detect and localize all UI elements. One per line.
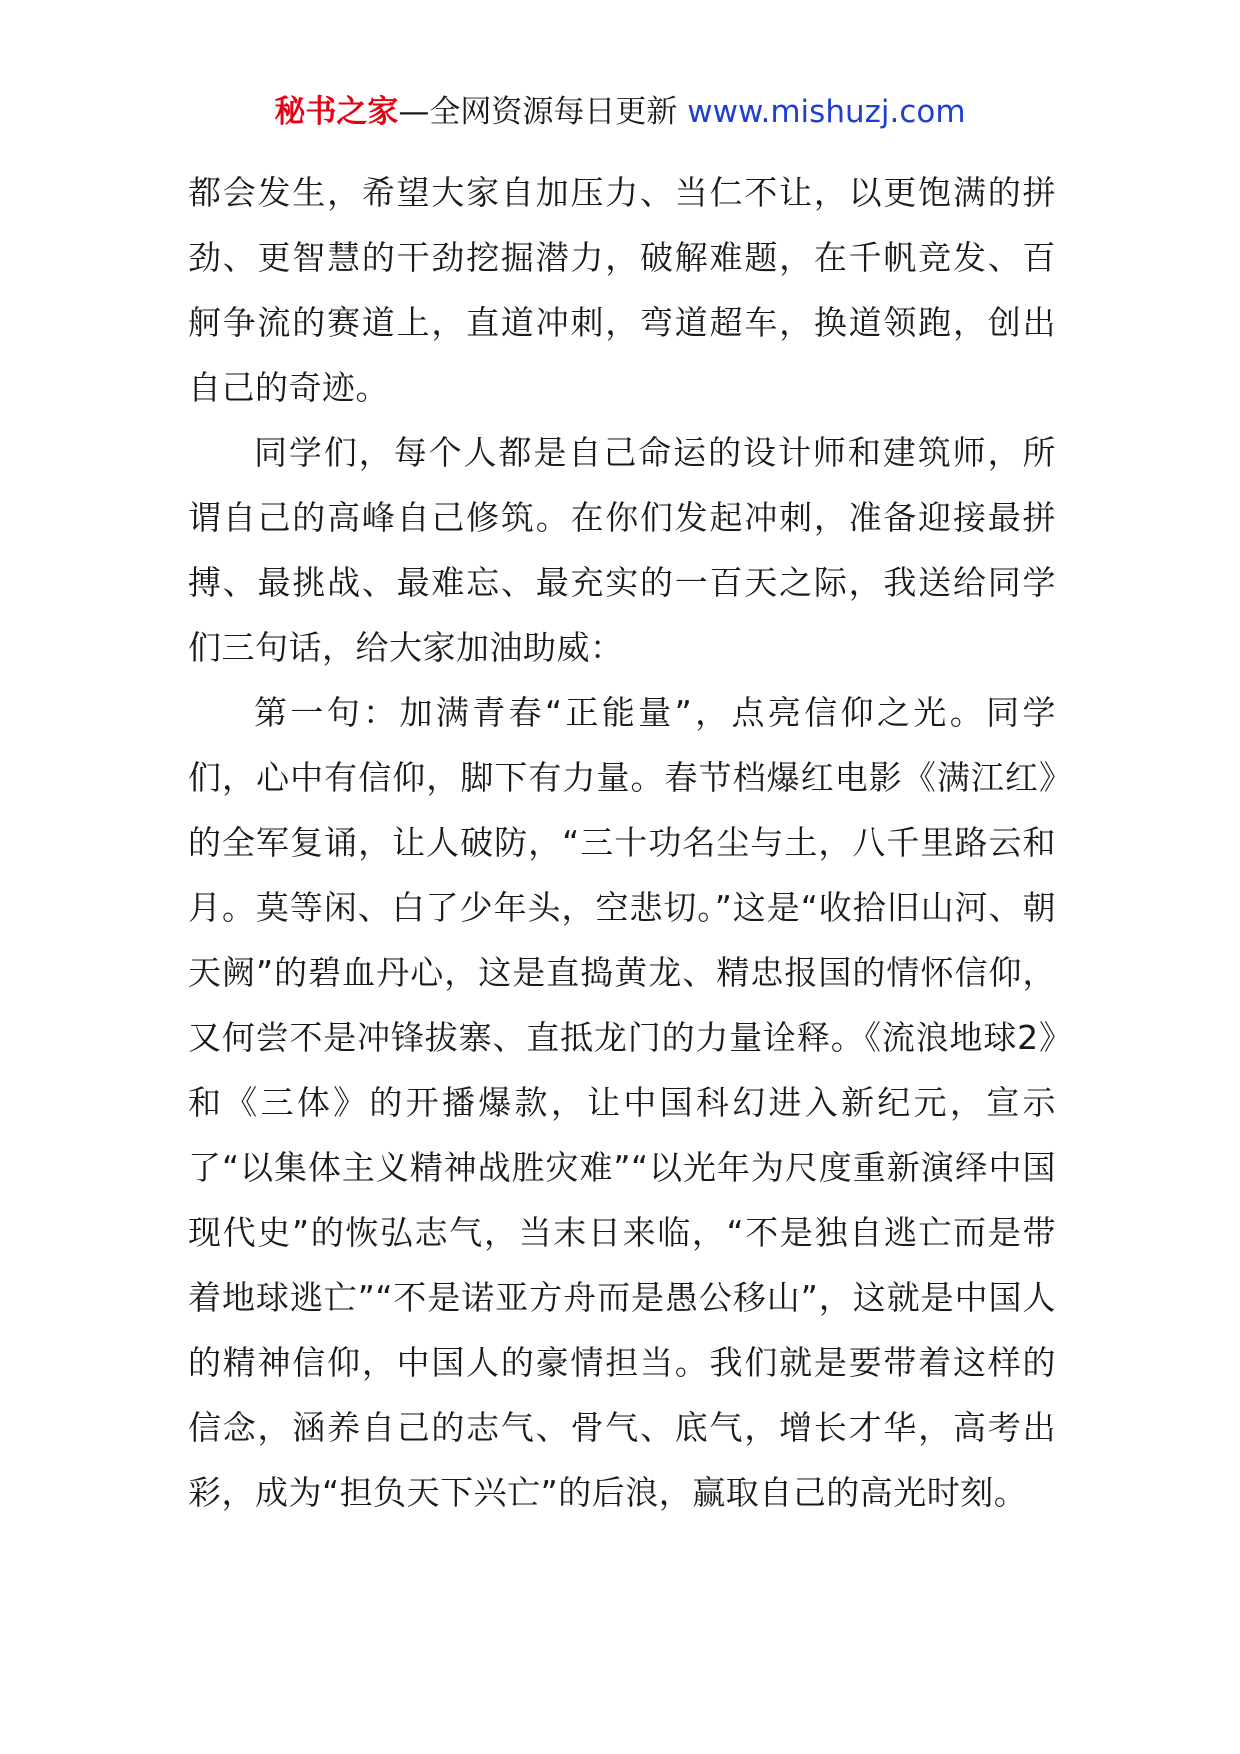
- page-header: [0, 92, 1240, 132]
- paragraph-1: 都会发生，希望大家自加压力、当仁不让，以更饱满的拼劲、更智慧的干劲挖掘潜力，破解难题，在千帆竞发、百舸争流的赛道上，直道冲刺，弯道超车，换道领跑，创出自己的奇迹。: [188, 173, 1056, 407]
- document-body: [188, 160, 1056, 1525]
- header-url[interactable]: www.mishuzj.com: [687, 94, 966, 130]
- paragraph-2: 同学们，每个人都是自己命运的设计师和建筑师，所谓自己的高峰自己修筑。在你们发起冲刺，准备迎接最拼搏、最挑战、最难忘、最充实的一百天之际，我送给同学们三句话，给大家加油助威：: [188, 433, 1056, 667]
- brand-name: 秘书之家: [274, 94, 399, 130]
- paragraph-3: 第一句：加满青春“正能量”，点亮信仰之光。同学们，心中有信仰，脚下有力量。春节档爆红电影《满江红》的全军复诵，让人破防，“三十功名尘与土，八千里路云和月。莫等闲、白了少年头，空悲切。”这是“收拾旧山河、朝天阙”的碧血丹心，这是直捣黄龙、精忠报国的情怀信仰，又何尝不是冲锋拔寨、直抵龙门的力量诠释。《流浪地球2》和《三体》的开播爆款，让中国科幻进入新纪元，宣示了“以集体主义精神战胜灾难”“以光年为尺度重新演绎中国现代史”的恢弘志气，当末日来临，“不是独自逃亡而是带着地球逃亡”“不是诺亚方舟而是愚公移山”，这就是中国人的精神信仰，中国人的豪情担当。我们就是要带着这样的信念，涵养自己的志气、骨气、底气，增长才华，高考出彩，成为“担负天下兴亡”的后浪，赢取自己的高光时刻。: [188, 693, 1056, 1512]
- header-slogan: —全网资源每日更新: [398, 94, 688, 130]
